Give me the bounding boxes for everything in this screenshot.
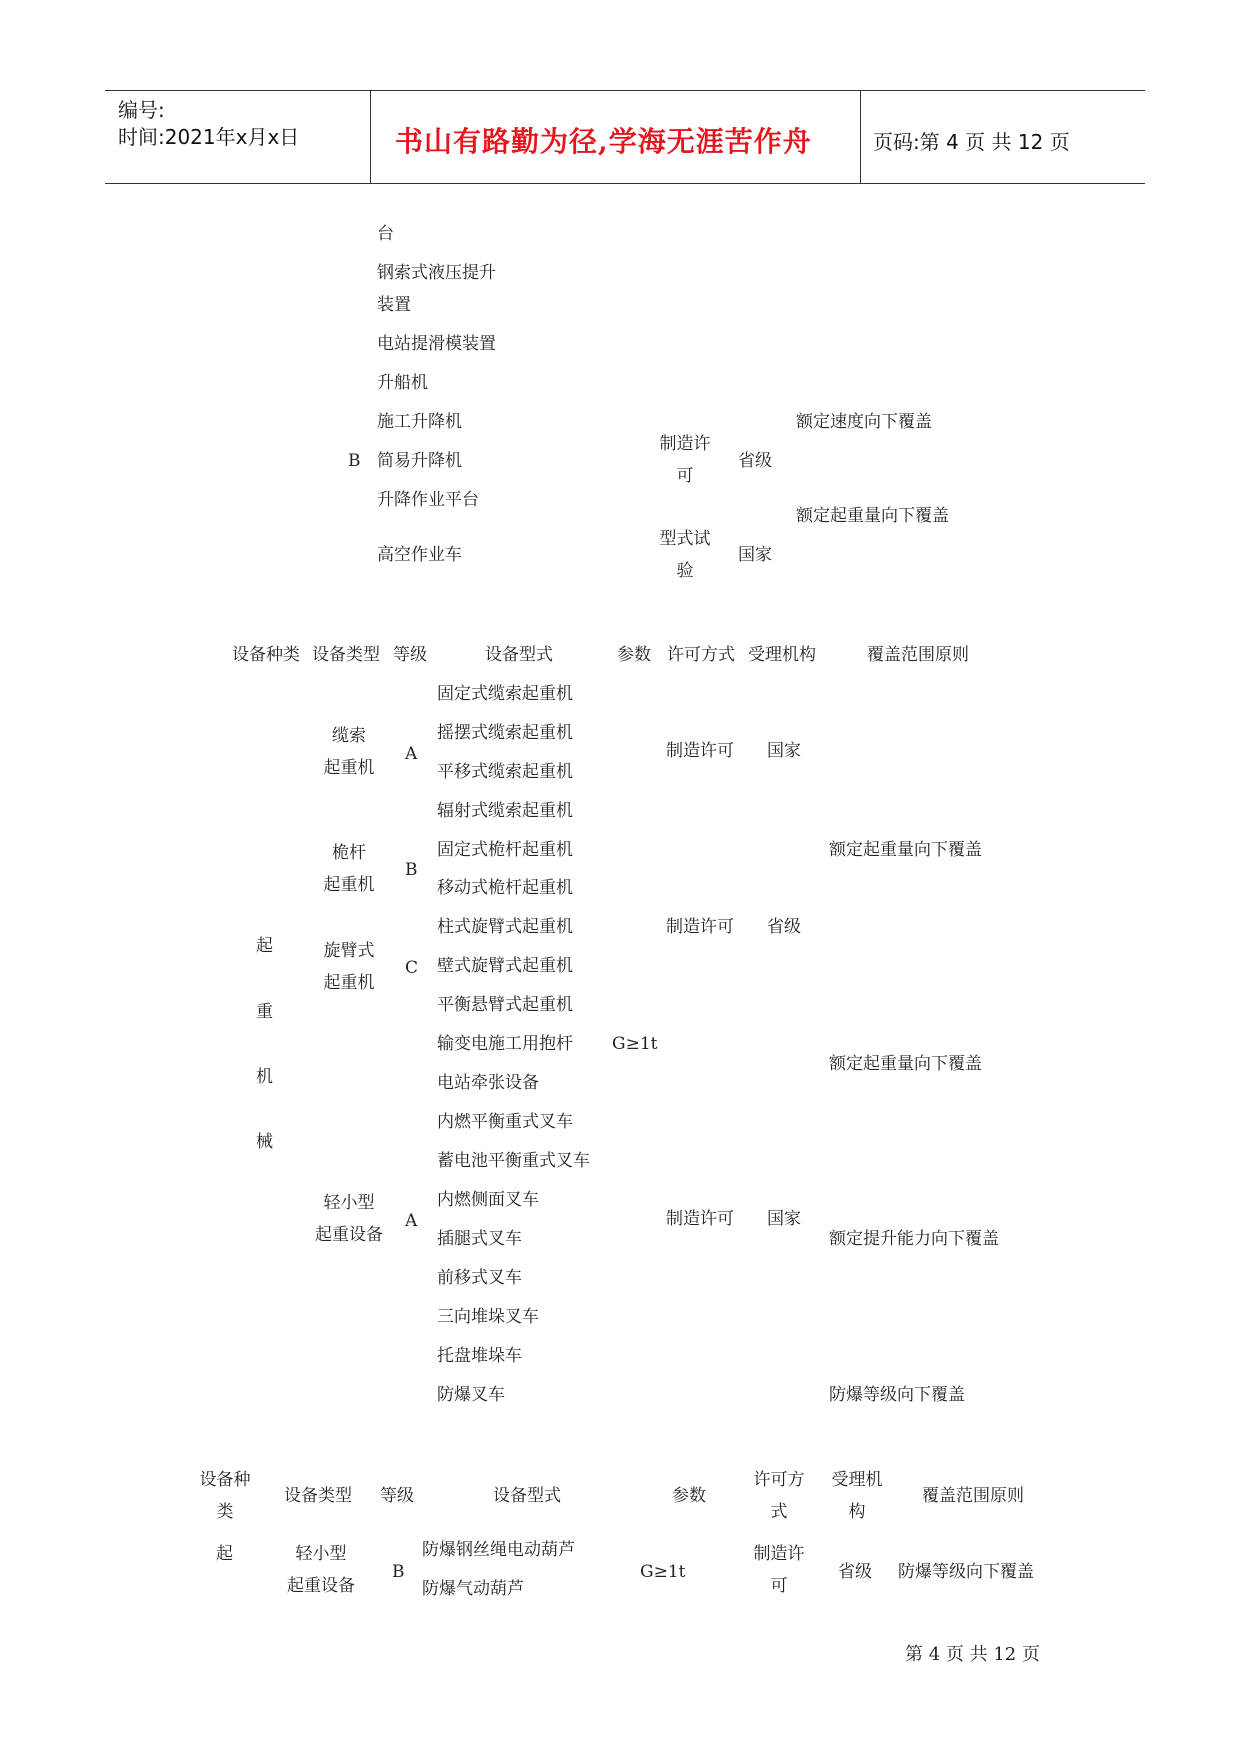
header-line: 式 (770, 1502, 788, 1522)
model-item: 施工升降机 (377, 412, 462, 432)
type-line: 起重设备 (315, 1225, 383, 1245)
coverage-cell: 额定提升能力向下覆盖 (829, 1229, 999, 1249)
header-line: 许可方 (753, 1470, 805, 1490)
model-item: 高空作业车 (377, 545, 462, 565)
type-line: 桅杆 (332, 843, 366, 863)
type-line: 起重机 (323, 973, 375, 993)
grade-cell: A (405, 1211, 418, 1231)
type-cell (300, 726, 398, 778)
model-item: 平移式缆索起重机 (437, 762, 573, 782)
header-line: 设备种 (199, 1470, 251, 1490)
header-divider-left (370, 90, 371, 184)
agency-cell: 省级 (767, 917, 801, 937)
permit-line: 制造许 (659, 434, 711, 454)
header-page-label: 页码:第 4 页 共 12 页 (873, 130, 1070, 154)
header-line: 构 (848, 1502, 866, 1522)
type-line: 起重机 (323, 875, 375, 895)
model-item: 蓄电池平衡重式叉车 (437, 1151, 590, 1171)
type-line: 起重设备 (287, 1576, 355, 1596)
coverage-cell: 额定起重量向下覆盖 (829, 1054, 982, 1074)
type-line: 轻小型 (323, 1193, 375, 1213)
param-cell: G≥1t (640, 1562, 686, 1582)
agency-cell: 省级 (838, 1562, 872, 1582)
model-item: 钢索式液压提升 (377, 263, 496, 283)
header-divider-right (860, 90, 861, 184)
model-item: 插腿式叉车 (437, 1229, 522, 1249)
coverage-cell: 额定起重量向下覆盖 (796, 506, 949, 526)
category-char: 起 (216, 1544, 233, 1564)
agency-cell: 国家 (767, 1209, 801, 1229)
header-agency: 受理机构 (748, 645, 816, 665)
type-cell (300, 843, 398, 895)
permit-cell: 制造许可 (666, 917, 734, 937)
model-item: 平衡悬臂式起重机 (437, 995, 573, 1015)
category-char: 械 (256, 1132, 273, 1152)
agency-cell: 省级 (738, 451, 772, 471)
header-line: 受理机 (831, 1470, 883, 1490)
permit-cell (650, 434, 720, 486)
page-footer: 第 4 页 共 12 页 (905, 1644, 1040, 1665)
model-item: 简易升降机 (377, 451, 462, 471)
coverage-cell: 防爆等级向下覆盖 (829, 1385, 965, 1405)
permit-cell: 制造许可 (666, 1209, 734, 1229)
header-model: 设备型式 (493, 1486, 561, 1506)
model-item: 装置 (377, 295, 411, 315)
header-category: 设备种类 (232, 645, 300, 665)
header-param: 参数 (617, 645, 651, 665)
model-item: 柱式旋臂式起重机 (437, 917, 573, 937)
category-char: 机 (256, 1067, 273, 1087)
header-motto: 书山有路勤为径,学海无涯苦作舟 (395, 125, 812, 158)
model-item: 升降作业平台 (377, 490, 479, 510)
model-item: 三向堆垛叉车 (437, 1307, 539, 1327)
grade-cell: A (405, 744, 418, 764)
grade-cell: B (392, 1562, 405, 1582)
model-item: 托盘堆垛车 (437, 1346, 522, 1366)
permit-line: 可 (770, 1576, 788, 1596)
header-type: 设备类型 (312, 645, 380, 665)
param-cell: G≥1t (612, 1034, 658, 1054)
permit-cell (742, 1544, 816, 1596)
header-type: 设备类型 (284, 1486, 352, 1506)
coverage-cell: 防爆等级向下覆盖 (898, 1562, 1034, 1582)
header-grade: 等级 (393, 645, 427, 665)
model-item: 摇摆式缆索起重机 (437, 723, 573, 743)
permit-line: 可 (676, 466, 694, 486)
model-item: 前移式叉车 (437, 1268, 522, 1288)
model-item: 固定式缆索起重机 (437, 684, 573, 704)
type-cell (300, 1193, 398, 1245)
model-item: 输变电施工用抱杆 (437, 1034, 573, 1054)
category-char: 起 (256, 936, 273, 956)
header-grade: 等级 (380, 1486, 414, 1506)
model-item: 辐射式缆索起重机 (437, 801, 573, 821)
grade-cell: C (405, 958, 419, 978)
type-line: 起重机 (323, 758, 375, 778)
grade-cell: B (405, 860, 418, 880)
type-cell (272, 1544, 370, 1596)
model-item: 移动式桅杆起重机 (437, 878, 573, 898)
grade-cell: B (348, 451, 361, 471)
header-category (190, 1470, 260, 1522)
model-item: 防爆气动葫芦 (422, 1579, 524, 1599)
model-item: 内燃侧面叉车 (437, 1190, 539, 1210)
permit-line: 型式试 (659, 529, 711, 549)
agency-cell: 国家 (767, 741, 801, 761)
type-line: 轻小型 (295, 1544, 347, 1564)
model-item: 电站提滑模装置 (377, 334, 496, 354)
model-item: 台 (377, 224, 394, 244)
model-item: 电站牵张设备 (437, 1073, 539, 1093)
permit-line: 制造许 (753, 1544, 805, 1564)
header-agency (820, 1470, 894, 1522)
model-item: 固定式桅杆起重机 (437, 840, 573, 860)
permit-cell (650, 529, 720, 581)
document-time-label: 时间:2021年x月x日 (118, 125, 300, 149)
coverage-cell: 额定速度向下覆盖 (796, 412, 932, 432)
header-permit (742, 1470, 816, 1522)
header-bottom-rule (105, 183, 1145, 184)
header-coverage: 覆盖范围原则 (922, 1486, 1024, 1506)
permit-cell: 制造许可 (666, 741, 734, 761)
permit-line: 验 (676, 561, 694, 581)
model-item: 壁式旋臂式起重机 (437, 956, 573, 976)
model-item: 防爆钢丝绳电动葫芦 (422, 1540, 575, 1560)
header-coverage: 覆盖范围原则 (867, 645, 969, 665)
header-model: 设备型式 (485, 645, 553, 665)
header-line: 类 (216, 1502, 234, 1522)
model-item: 内燃平衡重式叉车 (437, 1112, 573, 1132)
model-item: 防爆叉车 (437, 1385, 505, 1405)
type-line: 旋臂式 (323, 941, 375, 961)
category-char: 重 (256, 1002, 273, 1022)
type-cell (300, 941, 398, 993)
header-permit: 许可方式 (667, 645, 735, 665)
model-item: 升船机 (377, 373, 428, 393)
header-top-rule (105, 90, 1145, 91)
type-line: 缆索 (332, 726, 366, 746)
coverage-cell: 额定起重量向下覆盖 (829, 840, 982, 860)
header-param: 参数 (672, 1486, 706, 1506)
document-number-label: 编号: (118, 98, 165, 122)
agency-cell: 国家 (738, 545, 772, 565)
